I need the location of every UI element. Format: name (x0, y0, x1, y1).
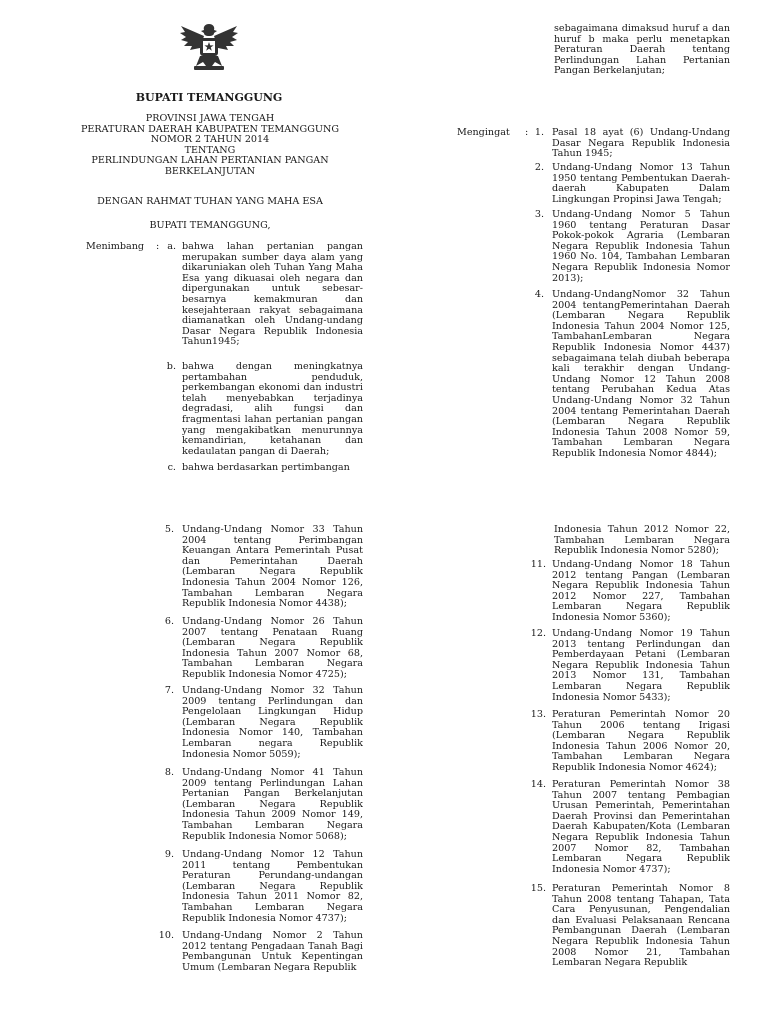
heading-province: PROVINSI JAWA TENGAH (145, 113, 275, 124)
item-text: Undang-Undang Nomor 13 Tahun 1950 tentang Pembentukan Daerah-daerah Kabupaten Dalam Lingkungan Propinsi Jawa Tengah; (552, 162, 730, 205)
item-number: 13. (530, 709, 546, 720)
item-number: 14. (530, 779, 546, 790)
item-text: Peraturan Pemerintah Nomor 20 Tahun 2006 tentang Irigasi (Lembaran Negara Republik Indonesia Tahun 2006 Nomor 20, Tambahan Lembaran Negara Republik Indonesia Nomor 4624); (552, 709, 730, 773)
mengingat-label: Mengingat (457, 127, 510, 138)
item-text: Peraturan Pemerintah Nomor 38 Tahun 2007 tentang Pembagian Urusan Pemerintah, Pemerintahan Daerah Provinsi dan Pemerintahan Daerah Kabupaten/Kota (Lembaran Negara Republik Indonesia Tahun 2007 Nomor 82, Tambahan Lembaran Negara Republik Indonesia Nomor 4737); (552, 779, 730, 875)
item-number: 1. (534, 127, 544, 138)
mengingat-item-6 (158, 617, 363, 681)
item-text: bahwa dengan meningkatnya pertambahan penduduk, perkembangan ekonomi dan industri telah menyebabkan terjadinya degradasi, alih fungsi dan fragmentasi lahan pertanian pangan yang mengakibatkan menurunnya kemandirian, ketahanan dan kedaulatan pangan di Daerah; (182, 361, 363, 457)
heading-subject-2: BERKELANJUTAN (164, 165, 256, 177)
menimbang-label: Menimbang (86, 241, 145, 252)
item-number: 10. (158, 930, 174, 941)
heading-regulation: PERATURAN DAERAH KABUPATEN TEMANGGUNG (80, 123, 340, 135)
item-10-continuation: Indonesia Tahun 2012 Nomor 22, Tambahan Lembaran Negara Republik Indonesia Nomor 5280); (554, 524, 730, 557)
item-text: Undang-Undang Nomor 26 Tahun 2007 tentang Penataan Ruang (Lembaran Negara Republik Indonesia Tahun 2007 Nomor 68, Tambahan Lembaran Negara Republik Indonesia Nomor 4725); (182, 616, 363, 680)
item-text: Undang-Undang Nomor 19 Tahun 2013 tentang Perlindungan dan Pemberdayaan Petani (Lembaran Negara Republik Indonesia Tahun 2013 Nomor 131, Tambahan Lembaran Negara Republik Indonesia Nomor 5433); (552, 628, 730, 703)
item-number: 11. (530, 559, 546, 570)
item-number: 2. (534, 162, 544, 173)
mengingat-item-1 (528, 128, 730, 160)
mengingat-item-3 (528, 210, 730, 284)
official-line: BUPATI TEMANGGUNG, (149, 220, 271, 231)
mengingat-item-13 (528, 710, 730, 774)
item-text: Undang-Undang Nomor 32 Tahun 2009 tentang Perlindungan dan Pengelolaan Lingkungan Hidup (Lembaran Negara Republik Indonesia Nomor 140, Tambahan Lembaran negara Republik Indonesia Nomor 5059); (182, 685, 363, 760)
item-text: bahwa berdasarkan pertimbangan (182, 462, 350, 473)
menimbang-item-a (164, 242, 363, 348)
mengingat-item-14 (528, 780, 730, 875)
mengingat-item-11 (528, 560, 730, 624)
mengingat-item-5 (158, 525, 363, 610)
item-marker: a. (167, 241, 176, 252)
item-number: 3. (534, 209, 544, 220)
mengingat-item-15 (528, 884, 730, 969)
item-marker: b. (166, 361, 176, 372)
mengingat-item-7 (158, 686, 363, 760)
item-text: Undang-Undang Nomor 2 Tahun 2012 tentang Pengadaan Tanah Bagi Pembangunan Untuk Kepentingan Umum (Lembaran Negara Republik (182, 930, 363, 973)
item-text: Peraturan Pemerintah Nomor 8 Tahun 2008 tentang Tahapan, Tata Cara Penyusunan, Pengendalian dan Evaluasi Pelaksanaan Rencana Pembangunan Daerah (Lembaran Negara Republik Indonesia Tahun 2008 Nomor 21, Tambahan Lembaran Negara Republik (552, 883, 730, 969)
item-number: 7. (164, 685, 174, 696)
item-number: 6. (164, 616, 174, 627)
item-number: 4. (534, 289, 544, 300)
heading-subject-1: PERLINDUNGAN LAHAN PERTANIAN PANGAN (91, 155, 329, 167)
item-text: Undang-UndangNomor 32 Tahun 2004 tentangPemerintahan Daerah (Lembaran Negara Republik Indonesia Tahun 2004 Nomor 125, TambahanLembaran Negara Republik Indonesia Nomor 4437) sebagaimana telah diubah beberapa kali terakhir dengan Undang-Undang Nomor 12 Tahun 2008 tentang Perubahan Kedua Atas Undang-Undang Nomor 32 Tahun 2004 tentang Pemerintahan Daerah (Lembaran Negara Republik Indonesia Tahun 2008 Nomor 59, Tambahan Lembaran Negara Republik Indonesia Nomor 4844); (552, 289, 730, 459)
item-text: Undang-Undang Nomor 41 Tahun 2009 tentang Perlindungan Lahan Pertanian Pangan Berkelanjutan (Lembaran Negara Republik Indonesia Tahun 2009 Nomor 149, Tambahan Lembaran Negara Republik Indonesia Nomor 5068); (182, 767, 363, 842)
mengingat-item-2 (528, 163, 730, 205)
menimbang-item-b (164, 362, 363, 457)
item-text: Undang-Undang Nomor 5 Tahun 1960 tentang Peraturan Dasar Pokok-pokok Agraria (Lembaran Negara Republik Indonesia Tahun 1960 No. 104, Tambahan Lembaran Negara Republik Indonesia Nomor 2013); (552, 209, 730, 284)
item-text: Undang-Undang Nomor 18 Tahun 2012 tentang Pangan (Lembaran Negara Republik Indonesia Tahun 2012 Nomor 227, Tambahan Lembaran Negara Republik Indonesia Nomor 5360); (552, 559, 730, 623)
mengingat-colon: : (525, 127, 529, 138)
blessing-line: DENGAN RAHMAT TUHAN YANG MAHA ESA (97, 196, 323, 207)
menimbang-item-c (164, 463, 363, 474)
heading-number: NOMOR 2 TAHUN 2014 (150, 134, 270, 146)
menimbang-continuation: sebagaimana dimaksud huruf a dan huruf b maka perlu menetapkan Peraturan Daerah tentang Perlindungan Lahan Pertanian Pangan Berkelanjutan; (554, 23, 730, 77)
item-text: bahwa lahan pertanian pangan merupakan sumber daya alam yang dikaruniakan oleh Tuhan Yang Maha Esa yang dikuasai oleh negara dan dipergunakan untuk sebesar-besarnya kemakmuran dan kesejahteraan rakyat sebagaimana diamanatkan oleh Undang-undang Dasar Negara Republik Indonesia Tahun1945; (182, 241, 363, 348)
document-title: BUPATI TEMANGGUNG (135, 91, 283, 104)
item-number: 5. (164, 524, 174, 535)
item-number: 15. (530, 883, 546, 894)
mengingat-item-12 (528, 629, 730, 703)
menimbang-colon: : (156, 241, 160, 252)
mengingat-item-4 (528, 290, 730, 460)
regulation-heading (60, 114, 360, 178)
item-number: 12. (530, 628, 546, 639)
heading-about: TENTANG (184, 144, 236, 156)
item-text: Undang-Undang Nomor 33 Tahun 2004 tentang Perimbangan Keuangan Antara Pemerintah Pusat dan Pemerintahan Daerah (Lembaran Negara Republik Indonesia Tahun 2004 Nomor 126, Tambahan Lembaran Negara Republik Indonesia Nomor 4438); (182, 524, 363, 610)
item-text: Pasal 18 ayat (6) Undang-Undang Dasar Negara Republik Indonesia Tahun 1945; (552, 127, 730, 160)
mengingat-item-9 (158, 850, 363, 924)
item-text: Undang-Undang Nomor 12 Tahun 2011 tentang Pembentukan Peraturan Perundang-undangan (Lembaran Negara Republik Indonesia Tahun 2011 Nomor 82, Tambahan Lembaran Negara Republik Indonesia Nomor 4737); (182, 849, 363, 924)
item-number: 9. (164, 849, 174, 860)
mengingat-item-8 (158, 768, 363, 842)
mengingat-item-10 (158, 931, 363, 973)
garuda-emblem-icon (178, 20, 240, 74)
item-marker: c. (167, 462, 176, 473)
item-number: 8. (164, 767, 174, 778)
